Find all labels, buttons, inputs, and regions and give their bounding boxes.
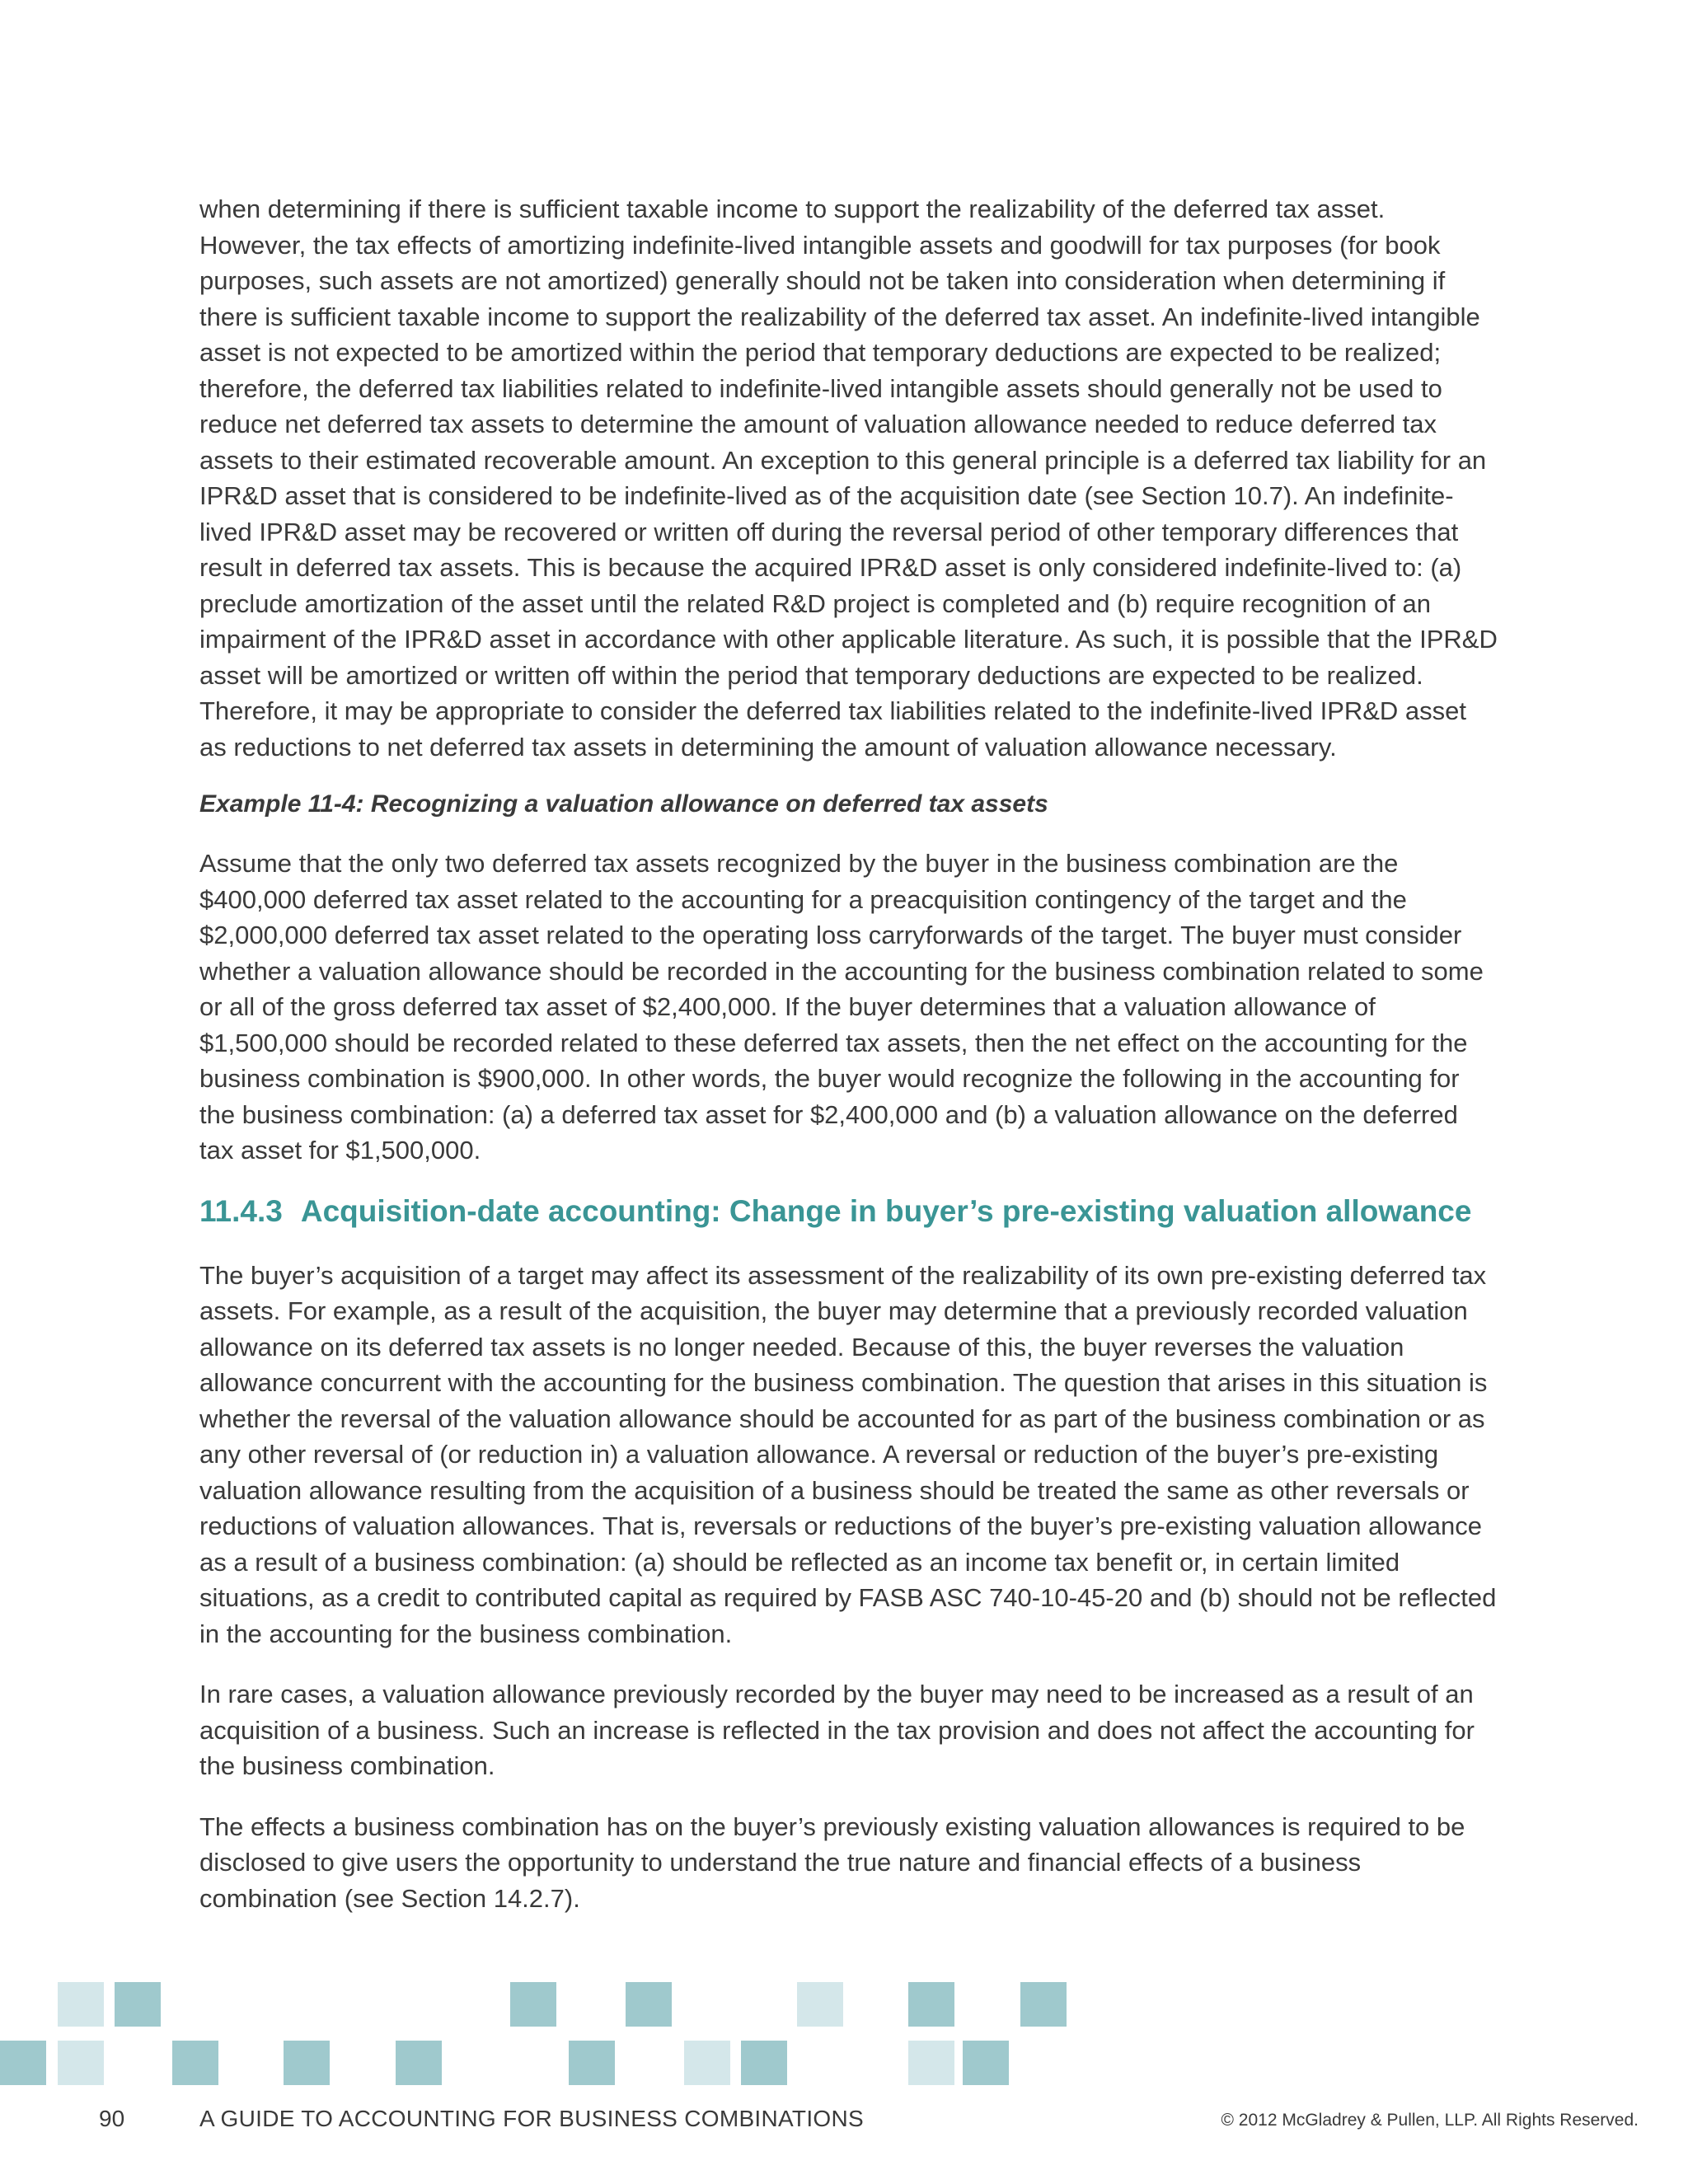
example-title: Example 11-4: Recognizing a valuation allowance on deferred tax assets: [199, 790, 1048, 818]
decorative-square: [908, 2041, 954, 2085]
decorative-square: [58, 1982, 104, 2027]
decorative-square: [741, 2041, 787, 2085]
decorative-square: [284, 2041, 330, 2085]
page-number: 90: [99, 2106, 125, 2131]
decorative-square: [115, 1982, 161, 2027]
decorative-square: [908, 1982, 954, 2027]
section-heading: [199, 1190, 1498, 1233]
decorative-square: [58, 2041, 104, 2085]
body-paragraph: when determining if there is sufficient taxable income to support the realizability of the deferred tax asset. However, the tax effects of amortizing indefinite-lived intangible assets and goodwill for tax purposes (for book purposes, such assets are not amortized) generally should not be taken into consideration when determining if there is sufficient taxable income to support the realizability of the deferred tax asset. An indefinite-lived intangible asset is not expected to be amortized within the period that temporary deductions are expected to be realized; therefore, the deferred tax liabilities related to indefinite-lived intangible assets should generally not be used to reduce net deferred tax assets to determine the amount of valuation allowance needed to reduce deferred tax assets to their estimated recoverable amount. An exception to this general principle is a deferred tax liability for an IPR&D asset that is considered to be indefinite-lived as of the acquisition date (see Section 10.7). An indefinite-lived IPR&D asset may be recovered or written off during the reversal period of other temporary differences that result in deferred tax assets. This is because the acquired IPR&D asset is only considered indefinite-lived to: (a) preclude amortization of the asset until the related R&D project is completed and (b) require recognition of an impairment of the IPR&D asset in accordance with other applicable literature. As such, it is possible that the IPR&D asset will be amortized or written off within the period that temporary deductions are expected to be realized. Therefore, it may be appropriate to consider the deferred tax liabilities related to the indefinite-lived IPR&D asset as reductions to net deferred tax assets in determining the amount of valuation allowance necessary.: [199, 194, 1498, 762]
section-paragraph: In rare cases, a valuation allowance previously recorded by the buyer may need to be increased as a result of an acquisition of a business. Such an increase is reflected in the tax provision and does not affect the accounting for the business combination.: [199, 1680, 1475, 1780]
guide-title: A GUIDE TO ACCOUNTING FOR BUSINESS COMBINATIONS: [199, 2106, 864, 2131]
copyright-notice: © 2012 McGladrey & Pullen, LLP. All Rights Reserved.: [1221, 2111, 1639, 2130]
decorative-square: [0, 2041, 46, 2085]
decorative-square: [963, 2041, 1009, 2085]
decorative-square: [172, 2041, 218, 2085]
decorative-square: [396, 2041, 442, 2085]
page-body: [199, 191, 1498, 1916]
page-footer: [0, 2106, 1688, 2139]
decorative-square-pattern: [0, 1982, 1688, 2089]
section-paragraph: The buyer’s acquisition of a target may affect its assessment of the realizability of its own pre-existing deferred tax assets. For example, as a result of the acquisition, the buyer may determine that a previously recorded valuation allowance on its deferred tax assets is no longer needed. Because of this, the buyer reverses the valuation allowance concurrent with the accounting for the business combination. The question that arises in this situation is whether the reversal of the valuation allowance should be accounted for as part of the business combination or as any other reversal of (or reduction in) a valuation allowance. A reversal or reduction of the buyer’s pre-existing valuation allowance resulting from the acquisition of a business should be treated the same as other reversals or reductions of valuation allowances. That is, reversals or reductions of the buyer’s pre-existing valuation allowance as a result of a business combination: (a) should be reflected as an income tax benefit or, in certain limited situations, as a credit to contributed capital as required by FASB ASC 740-10-45-20 and (b) should not be reflected in the accounting for the business combination.: [199, 1260, 1497, 1648]
decorative-square: [684, 2041, 730, 2085]
decorative-square: [569, 2041, 615, 2085]
decorative-square: [626, 1982, 672, 2027]
decorative-square: [797, 1982, 843, 2027]
section-paragraph: The effects a business combination has on the buyer’s previously existing valuation allowances is required to be disclosed to give users the opportunity to understand the true nature and financial effects of a business combination (see Section 14.2.7).: [199, 1811, 1465, 1913]
decorative-square: [1020, 1982, 1067, 2027]
decorative-square: [510, 1982, 556, 2027]
section-number: 11.4.3: [199, 1193, 283, 1228]
example-paragraph: Assume that the only two deferred tax assets recognized by the buyer in the business combination are the $400,000 deferred tax asset related to the accounting for a preacquisition contingency of the target and the $2,000,000 deferred tax asset related to the operating loss carryforwards of the target. The buyer must consider whether a valuation allowance should be recorded in the accounting for the business combination related to some or all of the gross deferred tax asset of $2,400,000. If the buyer determines that a valuation allowance of $1,500,000 should be recorded related to these deferred tax assets, then the net effect on the accounting for the business combination is $900,000. In other words, the buyer would recognize the following in the accounting for the business combination: (a) a deferred tax asset for $2,400,000 and (b) a valuation allowance on the deferred tax asset for $1,500,000.: [199, 849, 1484, 1165]
section-title: Acquisition-date accounting: Change in buyer’s pre-existing valuation allowance: [300, 1193, 1472, 1228]
